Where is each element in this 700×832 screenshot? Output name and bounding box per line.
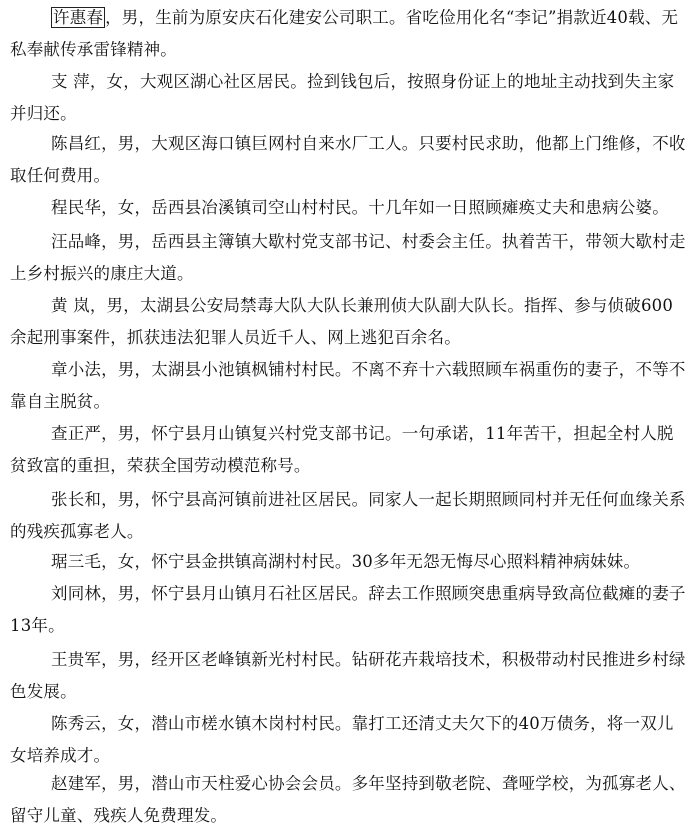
- paragraph-4: [10, 192, 686, 224]
- paragraph-text: ，男，岳西县主簿镇大歇村党支部书记、村委会主任。执着苦干，带领大歇村走上乡村振兴的康庄大道。: [10, 232, 686, 283]
- paragraph-11: [10, 578, 686, 642]
- paragraph-7: [10, 354, 686, 418]
- person-name: 陈昌红: [51, 134, 102, 153]
- paragraph-text: ，男，生前为原安庆石化建安公司职工。省吃俭用化名“李记”捐款近40载、无私奉献传承雷锋精神。: [10, 8, 679, 59]
- paragraph-6: [10, 290, 686, 354]
- paragraph-13: [10, 708, 686, 772]
- person-name: 黄 岚: [51, 296, 90, 315]
- paragraph-text: ，女，岳西县冶溪镇司空山村村民。十几年如一日照顾瘫痪丈夫和患病公婆。: [101, 198, 669, 217]
- person-name: 汪品峰: [51, 232, 102, 251]
- paragraph-12: [10, 644, 686, 708]
- paragraph-text: ，男，怀宁县月山镇复兴村党支部书记。一句承诺，11年苦干，担起全村人脱贫致富的重担，荣获全国劳动模范称号。: [10, 424, 674, 475]
- paragraph-text: ，男，潜山市天柱爱心协会会员。多年坚持到敬老院、聋哑学校，为孤寡老人、留守儿童、残疾人免费理发。: [10, 774, 686, 825]
- person-name: 支 萍: [51, 72, 90, 91]
- paragraph-1: [10, 2, 686, 66]
- person-name: 琚三毛: [51, 552, 102, 571]
- paragraph-text: ，男，大观区海口镇巨网村自来水厂工人。只要村民求助，他都上门维修，不收取任何费用。: [10, 134, 686, 185]
- paragraph-3: [10, 128, 686, 192]
- person-name-highlighted[interactable]: 许惠春: [53, 8, 104, 27]
- paragraph-5: [10, 226, 686, 290]
- paragraph-text: ，男，怀宁县月山镇月石社区居民。辞去工作照顾突患重病导致高位截瘫的妻子13年。: [10, 584, 686, 635]
- paragraph-text: ，女，潜山市槎水镇木岗村村民。靠打工还清丈夫欠下的40万债务，将一双儿女培养成才。: [10, 714, 674, 765]
- person-name: 陈秀云: [51, 714, 102, 733]
- person-name: 王贵军: [51, 650, 102, 669]
- paragraph-text: ，男，经开区老峰镇新光村村民。钻研花卉栽培技术，积极带动村民推进乡村绿色发展。: [10, 650, 686, 701]
- person-name: 章小法: [51, 360, 102, 379]
- person-name: 赵建军: [51, 774, 102, 793]
- paragraph-2: [10, 66, 686, 130]
- person-name: 查正严: [51, 424, 102, 443]
- paragraph-text: ，男，怀宁县高河镇前进社区居民。同家人一起长期照顾同村并无任何血缘关系的残疾孤寡老人。: [10, 490, 686, 541]
- person-name: 刘同林: [51, 584, 102, 603]
- paragraph-text: ，男，太湖县小池镇枫铺村村民。不离不弃十六载照顾车祸重伤的妻子，不等不靠自主脱贫。: [10, 360, 686, 411]
- paragraph-text: ，男，太湖县公安局禁毒大队大队长兼刑侦大队副大队长。指挥、参与侦破600余起刑事案件，抓获违法犯罪人员近千人、网上逃犯百余名。: [10, 296, 674, 347]
- paragraph-14: [10, 768, 686, 832]
- paragraph-10: [10, 546, 686, 578]
- paragraph-9: [10, 484, 686, 548]
- paragraph-8: [10, 418, 686, 482]
- person-name: 张长和: [51, 490, 102, 509]
- paragraph-text: ，女，大观区湖心社区居民。捡到钱包后，按照身份证上的地址主动找到失主家并归还。: [10, 72, 675, 123]
- person-name: 程民华: [51, 198, 102, 217]
- paragraph-text: ，女，怀宁县金拱镇高湖村村民。30多年无怨无悔尽心照料精神病妹妹。: [101, 552, 641, 571]
